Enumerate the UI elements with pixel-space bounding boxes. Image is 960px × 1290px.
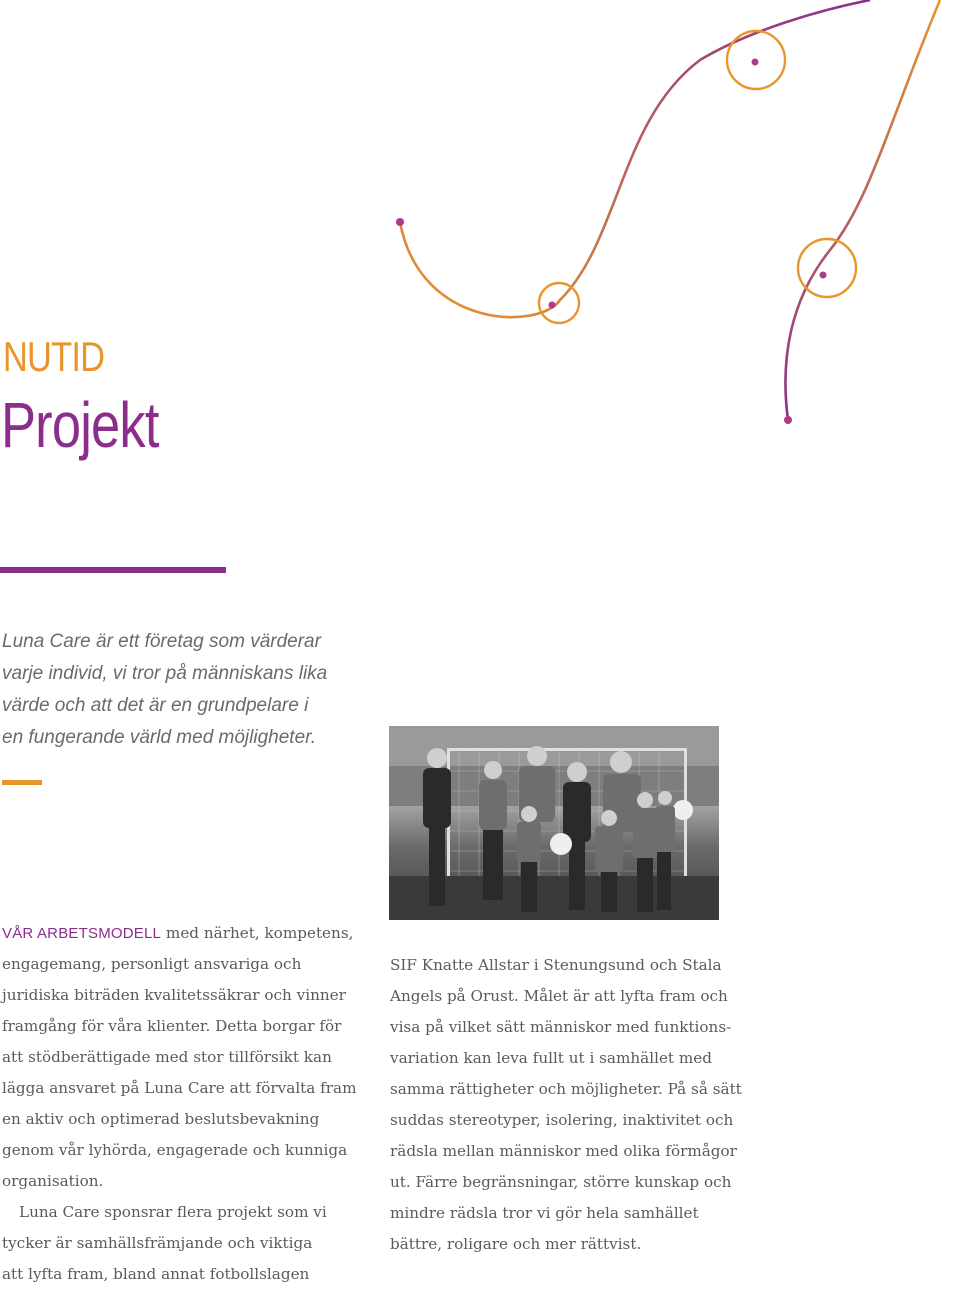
text-line: framgång för våra klienter. Detta borgar för [2,1017,342,1035]
curve-1 [400,0,870,317]
text-line: genom vår lyhörda, engagerade och kunniga [2,1141,348,1159]
curve-2 [785,0,940,420]
text-line: engagemang, personligt ansvariga och [2,955,302,973]
text-line: tycker är samhällsfrämjande och viktiga [2,1234,313,1252]
text-line: mindre rädsla tror vi gör hela samhället [390,1204,699,1222]
intro-divider [2,780,42,785]
ring-1-dot [549,302,556,309]
text-line: rädsla mellan människor med olika förmågor [390,1142,737,1160]
text-line: att lyfta fram, bland annat fotbollslagen [2,1265,310,1283]
right-column-text [390,950,770,1260]
ring-2-dot [752,59,759,66]
intro-line: en fungerande värld med möjligheter. [2,727,317,748]
paragraph-1 [2,918,367,949]
team-photo-illustration [389,726,719,920]
section-kicker: NUTID [3,333,105,380]
dot-start-1 [396,218,404,226]
ring-3-dot [820,272,827,279]
intro-quote [2,626,382,754]
ring-3 [798,239,856,297]
text-line: juridiska biträden kvalitetssäkrar och vinner [2,986,346,1004]
text-line: SIF Knatte Allstar i Stenungsund och Stala [390,956,722,974]
text-line: Angels på Orust. Målet är att lyfta fram och [390,987,728,1005]
team-photo [389,726,719,920]
text-line: visa på vilket sätt människor med funktions- [390,1018,732,1036]
left-column-text [2,918,367,1290]
lead-in: VÅR ARBETSMODELL [2,925,162,942]
text-line: ut. Färre begränsningar, större kunskap och [390,1173,732,1191]
text-line: bättre, roligare och mer rättvist. [390,1235,642,1253]
text-line: en aktiv och optimerad beslutsbevakning [2,1110,320,1128]
intro-line: värde och att det är en grundpelare i [2,695,309,716]
dot-end-2 [784,416,792,424]
intro-line: Luna Care är ett företag som värderar [2,631,321,652]
text-line: samma rättigheter och möjligheter. På så sätt [390,1080,742,1098]
text-line: med närhet, kompetens, [161,924,354,942]
page-title: Projekt [1,389,159,461]
text-line: att stödberättigade med stor tillförsikt kan [2,1048,332,1066]
text-line: lägga ansvaret på Luna Care att förvalta fram [2,1079,357,1097]
intro-line: varje individ, vi tror på människans lika [2,663,328,684]
text-line: suddas stereotyper, isolering, inaktivitet och [390,1111,734,1129]
title-divider [0,567,226,573]
text-line: Luna Care sponsrar flera projekt som vi [19,1203,327,1221]
text-line: organisation. [2,1172,104,1190]
text-line: variation kan leva fullt ut i samhället med [390,1049,712,1067]
